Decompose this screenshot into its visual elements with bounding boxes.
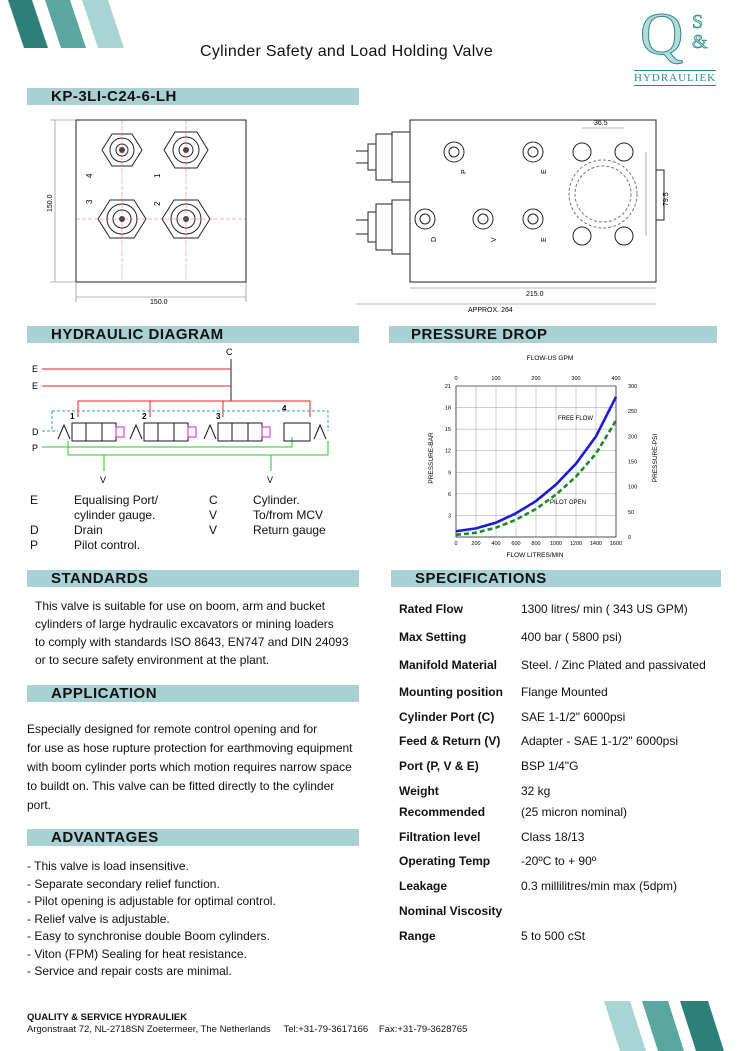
legend-cell-k: E bbox=[30, 493, 39, 507]
chart-xlabel: FLOW LITRES/MIN bbox=[506, 552, 564, 559]
application-line: Especially designed for remote control opening and for bbox=[27, 722, 318, 736]
spec-key: Rated Flow bbox=[399, 602, 464, 616]
logo-s-and: S& bbox=[692, 11, 708, 53]
spec-key: Cylinder Port (C) bbox=[399, 710, 495, 724]
application-line: to buildt on. This valve can be fitted directly to the cylinder bbox=[27, 779, 335, 793]
legend-cell-v2 bbox=[253, 538, 373, 553]
chart-y-tick-label: 15 bbox=[444, 427, 451, 434]
legend-cell-k2: V bbox=[209, 508, 218, 522]
legend-cell-v2: Cylinder. bbox=[253, 493, 300, 507]
valve-3 bbox=[204, 412, 270, 441]
spec-key: Filtration level bbox=[399, 830, 481, 844]
legend-cell-k2: V bbox=[209, 523, 218, 537]
side-dim-approx: APPROX. 264 bbox=[468, 307, 513, 314]
chart-x-tick-label: 400 bbox=[491, 541, 501, 547]
legend-row bbox=[30, 493, 373, 508]
valve-4-label: 4 bbox=[282, 404, 287, 413]
application-line: port. bbox=[27, 798, 52, 812]
advantage-item: - Viton (FPM) Sealing for heat resistance. bbox=[27, 946, 247, 961]
specifications-heading: SPECIFICATIONS bbox=[415, 570, 547, 587]
application-text bbox=[27, 720, 353, 815]
standards-line: to comply with standards ISO 8643, EN747 and DIN 24093 bbox=[35, 635, 349, 649]
legend-cell-k: D bbox=[30, 523, 39, 537]
standards-line: This valve is suitable for use on boom, arm and bucket bbox=[35, 599, 326, 613]
application-line: for use as hose rupture protection for earthmoving equipment bbox=[27, 741, 353, 755]
logo-q: Q bbox=[640, 1, 684, 67]
diagram-label-p: P bbox=[32, 443, 39, 453]
chart-y2-tick-label: 50 bbox=[628, 509, 635, 516]
valve-1-label: 1 bbox=[70, 412, 75, 421]
diagram-label-v1: V bbox=[100, 475, 107, 485]
chart-y-tick-label: 18 bbox=[444, 405, 451, 412]
chart-x-tick-label: 1600 bbox=[609, 541, 623, 547]
chart-x-tick-label: 1000 bbox=[549, 541, 563, 547]
chart-y2-tick-label: 250 bbox=[628, 409, 638, 416]
side-port-label-p: P bbox=[461, 169, 468, 174]
chart-top-tick-label: 400 bbox=[611, 376, 621, 382]
footer-tel: Tel:+31-79-3617166 bbox=[283, 1024, 369, 1035]
chart-top-tick-label: 300 bbox=[571, 376, 581, 382]
diagram-label-e2: E bbox=[32, 381, 39, 391]
chart-series-label-pilot-open: PILOT OPEN bbox=[550, 500, 586, 506]
chart-series-label-free-flow: FREE FLOW bbox=[558, 416, 594, 422]
standards-line: or to secure safety environment at the plant. bbox=[35, 653, 270, 667]
chart-x-tick-label: 600 bbox=[511, 541, 521, 547]
chart-x-tick-label: 1400 bbox=[589, 541, 603, 547]
legend-cell-k: P bbox=[30, 538, 39, 552]
spec-key: Mounting position bbox=[399, 685, 503, 699]
advantage-item: - Service and repair costs are minimal. bbox=[27, 964, 232, 978]
front-dim-width: 150.0 bbox=[150, 299, 168, 306]
diagram-label-c: C bbox=[226, 347, 233, 357]
spec-key: Nominal Viscosity bbox=[399, 904, 503, 918]
legend-row bbox=[30, 523, 373, 538]
front-view-drawing bbox=[40, 112, 270, 312]
chart-y-tick-label: 21 bbox=[444, 384, 451, 390]
chart-x-tick-label: 1200 bbox=[569, 541, 583, 547]
application-bar bbox=[27, 685, 359, 702]
legend-cell-v2: Return gauge bbox=[253, 523, 326, 537]
spec-value: BSP 1/4"G bbox=[521, 759, 579, 773]
chart-y2-tick-label: 100 bbox=[628, 484, 638, 491]
front-port-label-1: 1 bbox=[153, 173, 162, 178]
company-logo bbox=[634, 1, 730, 88]
diagram-label-v2: V bbox=[267, 475, 274, 485]
legend-cell-k bbox=[30, 508, 74, 523]
side-view-drawing bbox=[350, 112, 690, 317]
model-number: KP-3LI-C24-6-LH bbox=[51, 88, 177, 105]
spec-value: Steel. / Zinc Plated and passivated bbox=[521, 658, 706, 672]
chart-y2-tick-label: 150 bbox=[628, 459, 638, 466]
spec-key: Feed & Return (V) bbox=[399, 734, 501, 748]
chart-top-tick-label: 200 bbox=[531, 376, 541, 382]
spec-value: -20ºC to + 90º bbox=[521, 854, 597, 868]
spec-value: 5 to 500 cSt bbox=[521, 929, 586, 943]
valve-4 bbox=[282, 404, 326, 441]
specifications-bar bbox=[391, 570, 721, 587]
chart-x-tick-label: 200 bbox=[471, 541, 481, 547]
footer-stripes bbox=[600, 1001, 739, 1051]
pressure-drop-heading: PRESSURE DROP bbox=[411, 326, 548, 343]
spec-value: 400 bar ( 5800 psi) bbox=[521, 630, 622, 644]
advantage-item: - Pilot opening is adjustable for optimal control. bbox=[27, 894, 276, 908]
chart-y2-tick-label: 300 bbox=[628, 384, 638, 390]
spec-value: 32 kg bbox=[521, 784, 551, 798]
valve-1 bbox=[58, 412, 124, 441]
spec-value: Flange Mounted bbox=[521, 685, 608, 699]
legend-cell-v: cylinder gauge. bbox=[74, 508, 156, 522]
chart-top-axis-label: FLOW-US GPM bbox=[526, 355, 574, 362]
front-port-label-2: 2 bbox=[153, 201, 162, 206]
standards-text bbox=[35, 597, 349, 669]
side-dim-top: 36.5 bbox=[594, 120, 608, 127]
application-line: with boom cylinder ports which motion requires narrow space bbox=[27, 760, 352, 774]
spec-value: Class 18/13 bbox=[521, 830, 585, 844]
chart-y2-tick-label: 200 bbox=[628, 434, 638, 441]
front-port-label-3: 3 bbox=[85, 199, 94, 204]
legend-cell-v: Drain bbox=[74, 523, 103, 537]
side-port-label-d: D bbox=[431, 236, 438, 242]
chart-x-tick-label: 0 bbox=[454, 541, 458, 547]
side-port-label-v: V bbox=[491, 237, 498, 242]
legend-cell-v: Pilot control. bbox=[74, 538, 141, 552]
legend-cell-v2: To/from MCV bbox=[253, 508, 324, 522]
spec-key: Port (P, V & E) bbox=[399, 759, 479, 773]
spec-key: Operating Temp bbox=[399, 854, 491, 868]
pressure-drop-chart bbox=[420, 350, 670, 560]
chart-y2-tick-label: 0 bbox=[628, 535, 632, 541]
chart-ylabel: PRESSURE-BAR bbox=[428, 432, 435, 484]
footer-company: QUALITY & SERVICE HYDRAULIEK bbox=[27, 1012, 188, 1023]
diagram-legend bbox=[30, 493, 373, 553]
front-port-label-4: 4 bbox=[85, 173, 94, 178]
chart-top-tick-label: 0 bbox=[454, 376, 458, 382]
advantages-heading: ADVANTAGES bbox=[51, 829, 159, 846]
chart-top-tick-label: 100 bbox=[491, 376, 501, 382]
spec-key: Recommended bbox=[399, 805, 486, 819]
application-heading: APPLICATION bbox=[51, 685, 158, 702]
side-dim-right: 79.5 bbox=[663, 192, 670, 206]
hydraulic-diagram bbox=[28, 345, 348, 495]
footer-address-line bbox=[27, 1024, 467, 1035]
chart-y-tick-label: 9 bbox=[447, 470, 451, 477]
legend-cell-k2: C bbox=[209, 493, 218, 507]
advantages-list bbox=[27, 858, 276, 981]
standards-heading: STANDARDS bbox=[51, 570, 149, 587]
hydraulic-diagram-heading: HYDRAULIC DIAGRAM bbox=[51, 326, 224, 343]
advantages-bar bbox=[27, 829, 359, 846]
spec-value: 0.3 millilitres/min max (5dpm) bbox=[521, 879, 678, 893]
side-dim-bottom: 215.0 bbox=[526, 291, 544, 298]
header-stripes bbox=[0, 0, 140, 50]
advantage-item: - Relief valve is adjustable. bbox=[27, 911, 170, 926]
legend-cell-v: Equalising Port/ bbox=[74, 493, 159, 507]
spec-key: Manifold Material bbox=[399, 658, 498, 672]
footer-fax: Fax:+31-79-3628765 bbox=[378, 1024, 468, 1035]
spec-key: Weight bbox=[399, 784, 439, 798]
diagram-label-d: D bbox=[32, 427, 39, 437]
page-title: Cylinder Safety and Load Holding Valve bbox=[200, 43, 494, 60]
spec-key: Leakage bbox=[399, 879, 448, 893]
spec-value: 1300 litres/ min ( 343 US GPM) bbox=[521, 602, 688, 616]
legend-cell-k2 bbox=[209, 538, 253, 553]
front-dim-height: 150.0 bbox=[47, 194, 54, 212]
valve-2-label: 2 bbox=[142, 412, 147, 421]
chart-y2label: PRESSURE-PSI bbox=[652, 433, 659, 483]
standards-bar bbox=[27, 570, 359, 587]
spec-value: Adapter - SAE 1-1/2" 6000psi bbox=[521, 734, 679, 748]
advantage-item: - Separate secondary relief function. bbox=[27, 876, 220, 891]
pressure-drop-bar bbox=[389, 326, 717, 343]
hydraulic-diagram-bar bbox=[27, 326, 359, 343]
chart-x-tick-label: 800 bbox=[531, 541, 541, 547]
chart-y-tick-label: 12 bbox=[444, 448, 451, 455]
model-bar bbox=[27, 88, 359, 105]
diagram-label-e1: E bbox=[32, 364, 39, 374]
legend-row bbox=[30, 508, 373, 523]
valve-2 bbox=[130, 412, 196, 441]
advantage-item: - Easy to synchronise double Boom cylinders. bbox=[27, 929, 270, 943]
footer-address: Argonstraat 72, NL-2718SN Zoetermeer, The Netherlands bbox=[27, 1024, 271, 1035]
side-port-label-e1: E bbox=[541, 169, 548, 174]
legend-row bbox=[30, 538, 373, 553]
spec-value: (25 micron nominal) bbox=[521, 805, 628, 819]
standards-line: cylinders of large hydraulic excavators or mining loaders bbox=[35, 617, 334, 631]
side-port-label-e2: E bbox=[541, 237, 548, 242]
logo-name: HYDRAULIEK bbox=[634, 72, 717, 84]
spec-key: Max Setting bbox=[399, 630, 467, 644]
chart-y-tick-label: 6 bbox=[447, 491, 451, 498]
chart-y-tick-label: 3 bbox=[447, 513, 451, 520]
advantage-item: - This valve is load insensitive. bbox=[27, 859, 189, 873]
spec-value: SAE 1-1/2" 6000psi bbox=[521, 710, 626, 724]
spec-key: Range bbox=[399, 929, 436, 943]
valve-3-label: 3 bbox=[216, 412, 221, 421]
